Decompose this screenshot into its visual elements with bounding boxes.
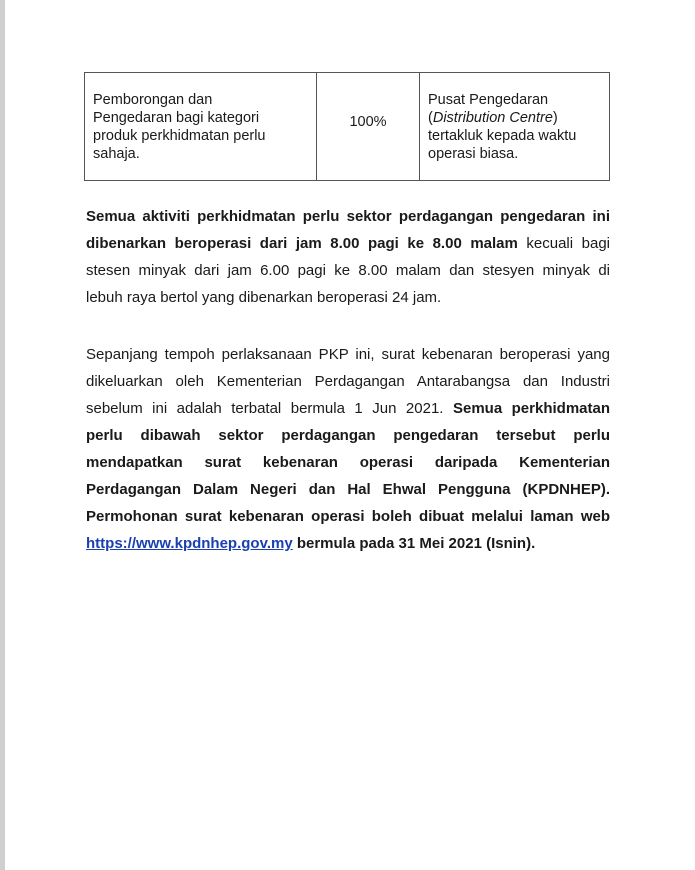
paragraph-line: stesen minyak dari jam 6.00 pagi ke 8.00 malam dan stesyen minyak di — [86, 262, 610, 279]
note-line: Pusat Pengedaran — [428, 92, 549, 108]
paragraph-line: dikeluarkan oleh Kementerian Perdagangan Antarabangsa dan Industri — [86, 373, 610, 390]
note-italic-term: Distribution Centre — [432, 110, 553, 126]
note-line — [428, 109, 601, 127]
paragraph-line — [86, 230, 610, 257]
sector-table-row — [84, 72, 610, 181]
paragraph-line: mendapatkan surat kebenaran operasi daripada Kementerian — [86, 454, 610, 471]
paragraph-line — [86, 395, 610, 422]
permit-paragraph — [86, 341, 610, 557]
kpdnhep-website-link[interactable]: https://www.kpdnhep.gov.my — [86, 535, 293, 552]
page-edge-shadow — [0, 0, 5, 870]
category-line: Pengedaran bagi kategori — [93, 110, 260, 126]
note-cell — [420, 73, 609, 180]
paragraph-line: Perdagangan Dalam Negeri dan Hal Ehwal Pengguna (KPDNHEP). — [86, 481, 610, 498]
category-cell — [85, 73, 317, 180]
bold-segment: bermula pada 31 Mei 2021 (Isnin). — [292, 535, 536, 552]
paragraph-line: Sepanjang tempoh perlaksanaan PKP ini, surat kebenaran beroperasi yang — [86, 346, 610, 363]
paren-open: ( — [428, 110, 433, 126]
paragraph-line: perlu dibawah sektor perdagangan pengedaran tersebut perlu — [86, 427, 610, 444]
paragraph-line: Semua aktiviti perkhidmatan perlu sektor perdagangan pengedaran ini — [86, 208, 610, 225]
category-line: Pemborongan dan — [93, 92, 213, 108]
bold-segment: dibenarkan beroperasi dari jam 8.00 pagi ke 8.00 malam — [86, 235, 518, 252]
operating-hours-paragraph — [86, 203, 610, 311]
category-line: produk perkhidmatan perlu — [93, 128, 266, 144]
note-line: operasi biasa. — [428, 146, 519, 162]
normal-segment: sebelum ini adalah terbatal bermula 1 Jun 2021. — [86, 400, 453, 417]
paragraph-line — [86, 530, 610, 557]
note-line: tertakluk kepada waktu — [428, 128, 577, 144]
category-line: sahaja. — [93, 146, 140, 162]
capacity-cell — [317, 73, 420, 180]
paren-close: ) — [552, 110, 558, 126]
paragraph-line: Permohonan surat kebenaran operasi boleh dibuat melalui laman web — [86, 508, 610, 525]
bold-segment: Semua perkhidmatan — [452, 400, 611, 417]
capacity-value: 100% — [349, 113, 387, 130]
normal-segment: kecuali bagi — [517, 235, 610, 252]
paragraph-line: lebuh raya bertol yang dibenarkan beroperasi 24 jam. — [86, 289, 442, 306]
